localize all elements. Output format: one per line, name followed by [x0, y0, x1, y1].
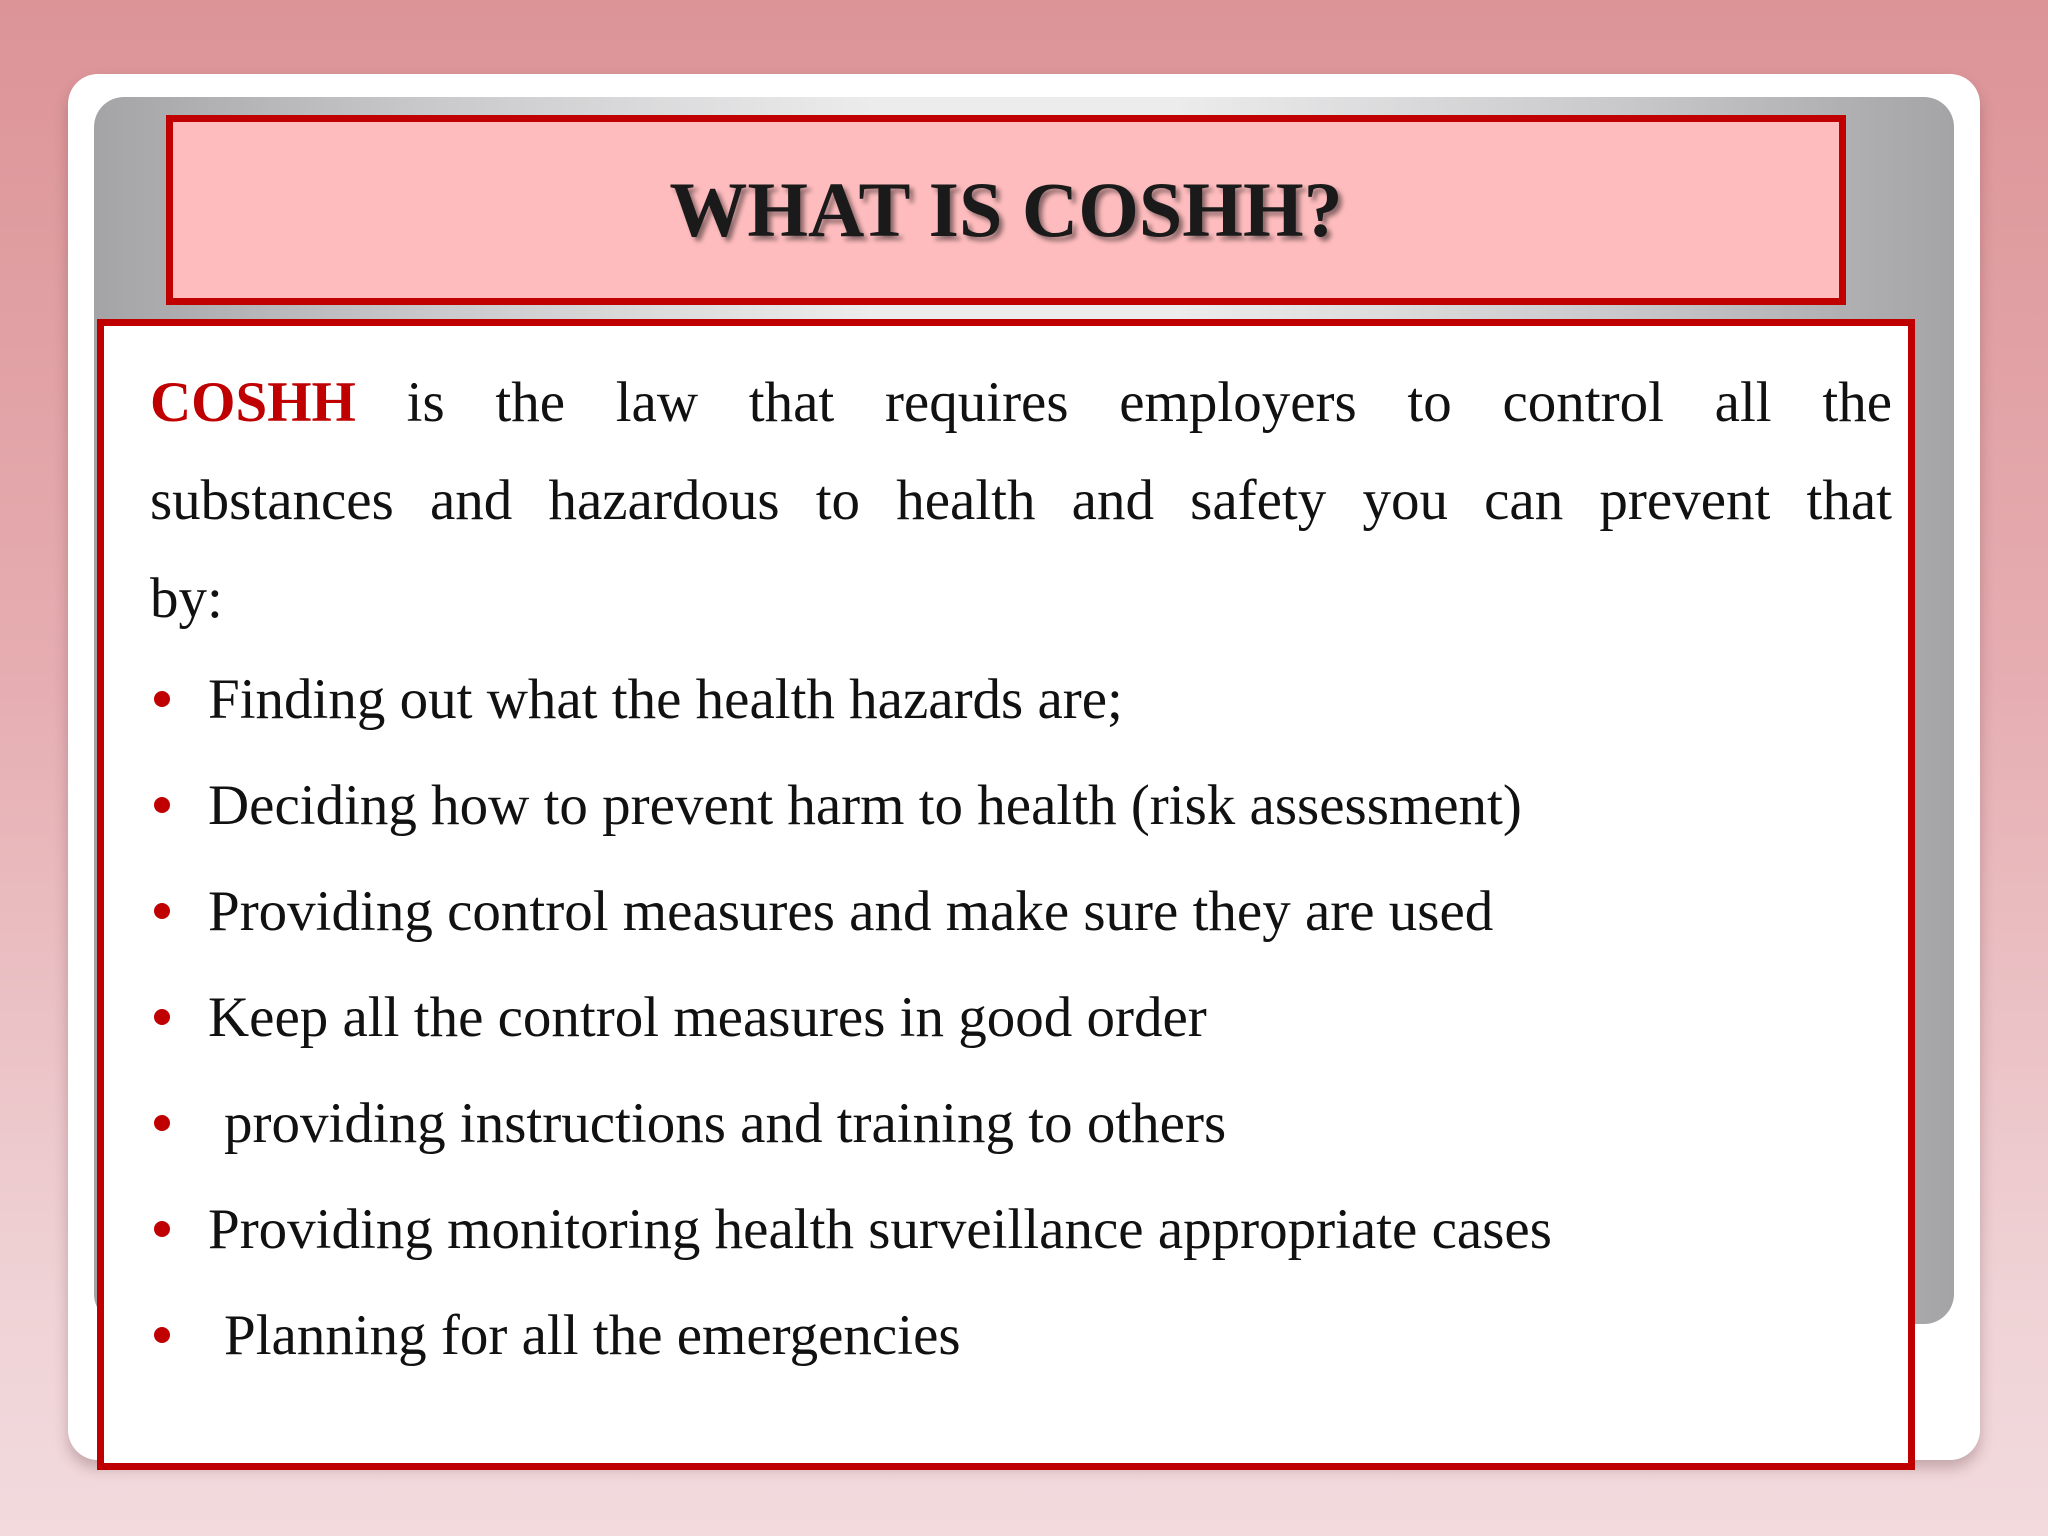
bullet-dot-icon	[154, 903, 170, 919]
bullet-text: Planning for all the emergencies	[224, 1303, 961, 1367]
bullet-text: Providing monitoring health surveillance appropriate cases	[208, 1197, 1552, 1261]
list-item	[150, 964, 1892, 1070]
intro-line-2: substances and hazardous to health and safety you can prevent that	[150, 469, 1892, 532]
bullet-dot-icon	[154, 1115, 170, 1131]
bullet-dot-icon	[154, 1221, 170, 1237]
list-item	[150, 858, 1892, 964]
bullet-dot-icon	[154, 1009, 170, 1025]
content-box	[97, 319, 1915, 1470]
intro-line-3: by:	[150, 567, 223, 630]
coshh-lead-term: COSHH	[150, 371, 356, 434]
bullet-text: Keep all the control measures in good order	[208, 985, 1207, 1049]
bullet-dot-icon	[154, 691, 170, 707]
list-item	[150, 646, 1892, 752]
intro-line-1	[150, 354, 1892, 452]
slide-title: WHAT IS COSHH?	[669, 166, 1343, 253]
bullet-text: providing instructions and training to others	[224, 1091, 1227, 1155]
bullet-list	[150, 646, 1892, 1388]
intro-paragraph	[150, 354, 1892, 648]
list-item	[150, 752, 1892, 858]
title-box	[166, 115, 1846, 305]
bullet-dot-icon	[154, 797, 170, 813]
list-item	[150, 1070, 1892, 1176]
list-item	[150, 1282, 1892, 1388]
bullet-dot-icon	[154, 1327, 170, 1343]
intro-line-1-text: is the law that requires employers to control all the	[406, 371, 1893, 434]
bullet-text: Finding out what the health hazards are;	[208, 667, 1123, 731]
bullet-text: Providing control measures and make sure they are used	[208, 879, 1494, 943]
bullet-text: Deciding how to prevent harm to health (risk assessment)	[208, 773, 1522, 837]
list-item	[150, 1176, 1892, 1282]
